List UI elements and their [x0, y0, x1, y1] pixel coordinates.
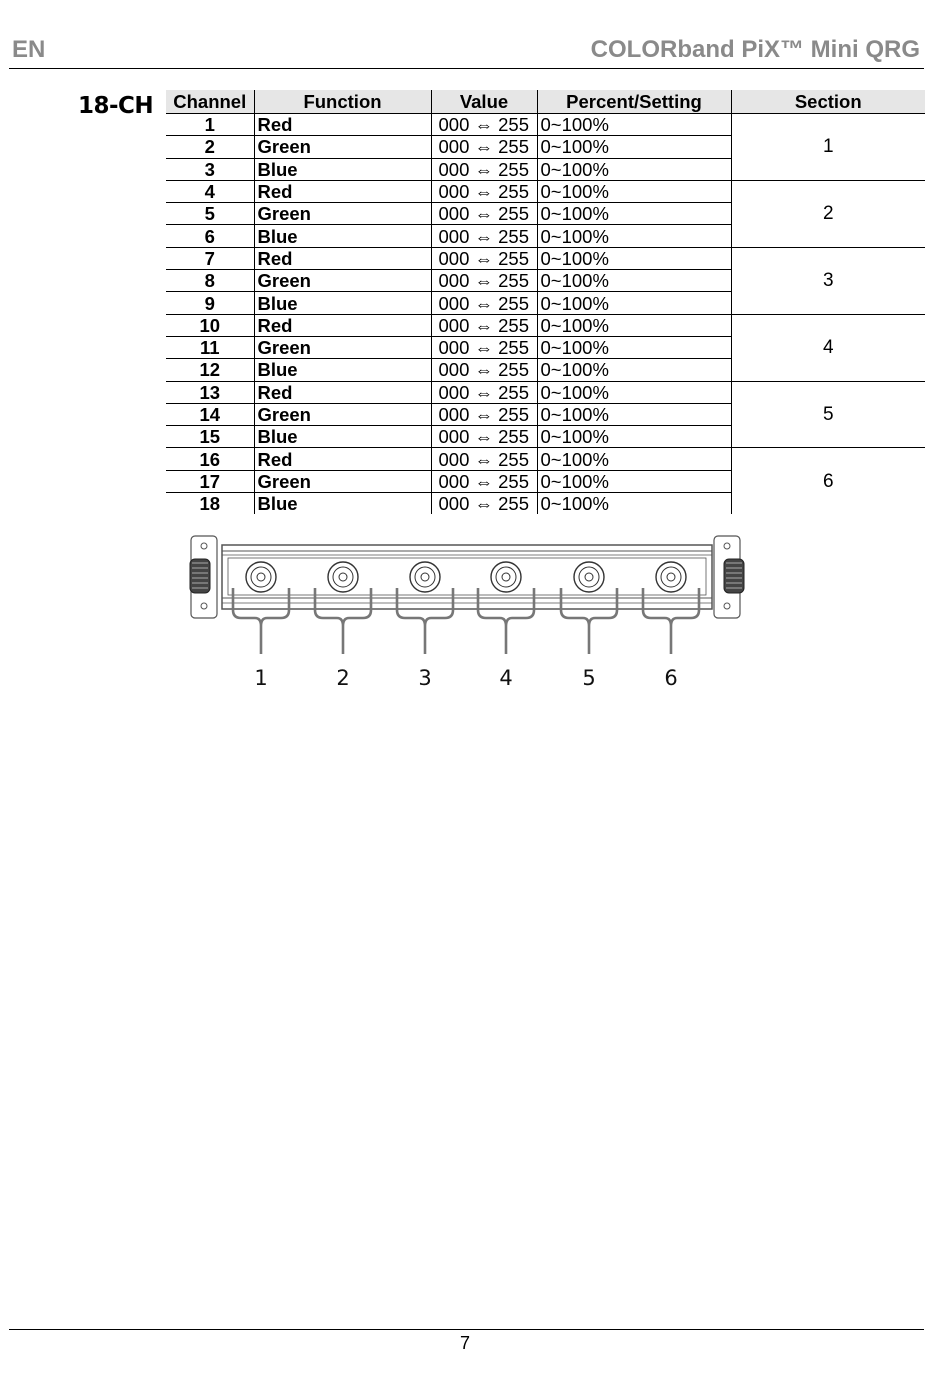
value-cell: 000 ⇔ 255 — [431, 180, 537, 202]
led-center — [502, 573, 510, 581]
function-cell: Blue — [254, 426, 431, 448]
function-cell: Blue — [254, 493, 431, 515]
section-label: 3 — [418, 666, 432, 690]
value-cell: 000 ⇔ 255 — [431, 493, 537, 515]
function-cell: Blue — [254, 292, 431, 314]
table-row — [166, 448, 925, 470]
channel-cell: 4 — [166, 180, 254, 202]
percent-cell: 0~100% — [537, 203, 731, 225]
percent-cell: 0~100% — [537, 314, 731, 336]
function-cell: Green — [254, 336, 431, 358]
channel-cell: 16 — [166, 448, 254, 470]
value-cell: 000 ⇔ 255 — [431, 292, 537, 314]
channel-cell: 17 — [166, 470, 254, 492]
section-label: 5 — [582, 666, 596, 690]
channel-cell: 6 — [166, 225, 254, 247]
value-cell: 000 ⇔ 255 — [431, 114, 537, 136]
table-row — [166, 180, 925, 202]
value-cell: 000 ⇔ 255 — [431, 314, 537, 336]
led-center — [257, 573, 265, 581]
section-cell: 3 — [731, 247, 925, 314]
dmx-mode-label: 18-CH — [78, 93, 154, 119]
function-cell: Green — [254, 270, 431, 292]
channel-cell: 15 — [166, 426, 254, 448]
document-title: COLORband PiX™ Mini QRG — [590, 36, 920, 63]
section-label: 4 — [499, 666, 513, 690]
function-cell: Red — [254, 381, 431, 403]
channel-cell: 3 — [166, 158, 254, 180]
section-label: 1 — [254, 666, 268, 690]
page-number: 7 — [459, 1333, 470, 1353]
percent-cell: 0~100% — [537, 359, 731, 381]
channel-cell: 18 — [166, 493, 254, 515]
percent-cell: 0~100% — [537, 225, 731, 247]
function-cell: Green — [254, 203, 431, 225]
function-cell: Red — [254, 247, 431, 269]
value-cell: 000 ⇔ 255 — [431, 448, 537, 470]
percent-cell: 0~100% — [537, 292, 731, 314]
function-cell: Red — [254, 314, 431, 336]
header-channel: Channel — [166, 90, 254, 114]
section-cell: 1 — [731, 114, 925, 181]
section-labels — [254, 666, 677, 690]
table-header-row — [166, 90, 925, 114]
dmx-channel-table — [166, 90, 925, 514]
value-cell: 000 ⇔ 255 — [431, 225, 537, 247]
header-value: Value — [431, 90, 537, 114]
value-cell: 000 ⇔ 255 — [431, 403, 537, 425]
header-section: Section — [731, 90, 925, 114]
percent-cell: 0~100% — [537, 180, 731, 202]
table-body — [166, 114, 925, 515]
function-cell: Red — [254, 180, 431, 202]
led-center — [667, 573, 675, 581]
value-cell: 000 ⇔ 255 — [431, 381, 537, 403]
percent-cell: 0~100% — [537, 158, 731, 180]
value-cell: 000 ⇔ 255 — [431, 426, 537, 448]
function-cell: Blue — [254, 158, 431, 180]
value-cell: 000 ⇔ 255 — [431, 359, 537, 381]
percent-cell: 0~100% — [537, 426, 731, 448]
section-cell: 6 — [731, 448, 925, 514]
value-cell: 000 ⇔ 255 — [431, 270, 537, 292]
percent-cell: 0~100% — [537, 336, 731, 358]
channel-cell: 14 — [166, 403, 254, 425]
channel-cell: 12 — [166, 359, 254, 381]
section-cell: 5 — [731, 381, 925, 448]
channel-cell: 1 — [166, 114, 254, 136]
table-row — [166, 314, 925, 336]
percent-cell: 0~100% — [537, 470, 731, 492]
fixture-section-diagram — [186, 532, 748, 697]
percent-cell: 0~100% — [537, 493, 731, 515]
led-center — [585, 573, 593, 581]
percent-cell: 0~100% — [537, 270, 731, 292]
header-percent-setting: Percent/Setting — [537, 90, 731, 114]
table-row — [166, 381, 925, 403]
section-label: 2 — [336, 666, 350, 690]
function-cell: Green — [254, 403, 431, 425]
function-cell: Red — [254, 448, 431, 470]
fixture-housing — [222, 545, 712, 609]
channel-cell: 8 — [166, 270, 254, 292]
value-cell: 000 ⇔ 255 — [431, 247, 537, 269]
header-divider — [9, 68, 924, 69]
percent-cell: 0~100% — [537, 403, 731, 425]
channel-cell: 5 — [166, 203, 254, 225]
channel-cell: 7 — [166, 247, 254, 269]
table-row — [166, 114, 925, 136]
value-cell: 000 ⇔ 255 — [431, 136, 537, 158]
table-row — [166, 247, 925, 269]
value-cell: 000 ⇔ 255 — [431, 203, 537, 225]
percent-cell: 0~100% — [537, 136, 731, 158]
function-cell: Red — [254, 114, 431, 136]
led-center — [339, 573, 347, 581]
channel-cell: 10 — [166, 314, 254, 336]
channel-cell: 13 — [166, 381, 254, 403]
language-code: EN — [12, 36, 46, 63]
value-cell: 000 ⇔ 255 — [431, 336, 537, 358]
percent-cell: 0~100% — [537, 247, 731, 269]
led-center — [421, 573, 429, 581]
function-cell: Blue — [254, 359, 431, 381]
section-cell: 2 — [731, 180, 925, 247]
fixture-bar — [190, 536, 744, 618]
percent-cell: 0~100% — [537, 114, 731, 136]
footer-divider — [9, 1329, 924, 1330]
section-cell: 4 — [731, 314, 925, 381]
function-cell: Blue — [254, 225, 431, 247]
value-cell: 000 ⇔ 255 — [431, 158, 537, 180]
header-function: Function — [254, 90, 431, 114]
percent-cell: 0~100% — [537, 448, 731, 470]
channel-cell: 11 — [166, 336, 254, 358]
percent-cell: 0~100% — [537, 381, 731, 403]
channel-cell: 9 — [166, 292, 254, 314]
function-cell: Green — [254, 470, 431, 492]
channel-cell: 2 — [166, 136, 254, 158]
value-cell: 000 ⇔ 255 — [431, 470, 537, 492]
function-cell: Green — [254, 136, 431, 158]
section-label: 6 — [664, 666, 678, 690]
